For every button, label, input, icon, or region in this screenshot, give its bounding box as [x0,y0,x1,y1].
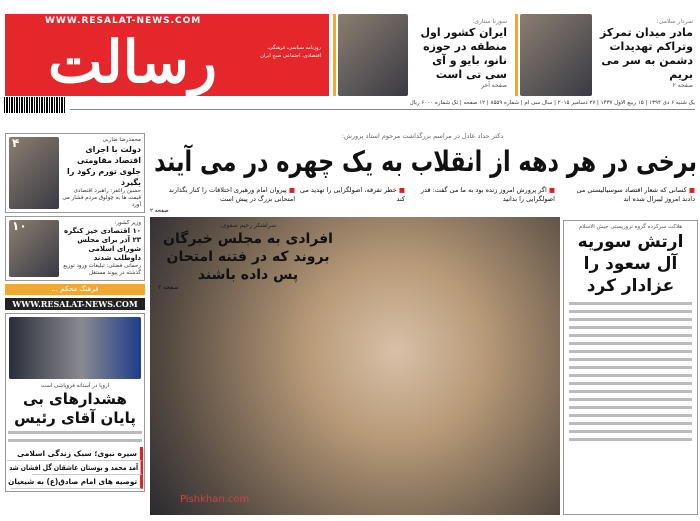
sub: رحمانی فضلی: تبلیغات ورود توزیع گذشته در پیوند مستقل [63,263,141,276]
top-story-photo [338,14,408,96]
main-headline[interactable]: برخی در هر دهه از انقلاب به یک چهره در می آیند [154,145,697,178]
kicker: سورنا ستاری: [472,18,507,25]
main-sub: ■ خطر تفرقه، اصولگرایی را تهدید می کند [300,186,405,204]
main-sub: ■ اگر پرورش امروز زنده بود به ما می گفت: قدر اصولگرایی را بدانید [415,186,555,204]
kicker: محمدرضا ضاربی [102,137,141,143]
dateline: یک شنبه ۶ دی ۱۳۹۴ | ۱۵ ربیع الاول ۱۴۳۷ | ۲۷ دسامبر ۲۰۱۵ | سال سی ام | شماره ۸۵۵۹ | ۱۲ صفحه | تک شماره ۶۰۰۰ ریال [70,99,695,110]
masthead-url: WWW.RESALAT-NEWS.COM [45,16,202,26]
headline: ۱۰ اقتصادی خیز کنگره ۲۳ آذر برای مجلس شورای اسلامی داوطلب شدند [64,227,141,262]
url-band[interactable]: WWW.RESALAT-NEWS.COM [5,298,145,310]
top-story-1[interactable] [515,14,697,96]
top-story-photo [520,14,592,96]
main-page-ref: صفحه ۲ [150,208,169,214]
main-sub: ■ کسانی که شعار اقتصاد سوسیالیستی می دادند امروز لیبرال شده اند [565,186,695,204]
masthead-description: روزنامه سیاسی، فرهنگی، اقتصادی، اجتماعی صبح ایران [260,45,321,59]
page-number: ۴ [12,136,20,150]
right-story[interactable] [563,220,698,515]
sub: حسین راغفر: راهبرد اقتصادی قیمت ها به چولوق مردم فشار می آورد [62,188,141,208]
link-item[interactable]: سیره نبوی؛ سبک زندگی اسلامی [7,447,143,461]
kicker: سرلشکر رحیم صفوی: [219,222,277,229]
left-box-2[interactable] [5,216,145,281]
headline: هشدارهای بی پایان آقای رئیس [14,390,136,427]
headline: مادر میدان تمرکز وتراکم تهدیدات دشمن به سر می بریم [600,26,693,81]
kicker: هلاکت سرکرده گروه تروریستی جیش الاسلام [578,224,683,230]
kicker: وزیر کشور: [114,220,141,226]
main-sub: ■ پیروان امام ورهبری اختلافات را کنار بگذارند امتحانی بزرگ در پیش است [155,186,295,204]
page-ref: صفحه آخر [481,82,507,89]
masthead-logo [5,14,329,96]
promo-band: فرهنگ محکم ... [5,284,145,295]
barcode [4,97,66,113]
headline: ارتش سوریه آل سعود را عزادار کرد [577,232,684,296]
watermark: Pishkhan.com [180,494,250,505]
headline: افرادی به مجلس خبرگان بروند که در فتنه امتحان پس داده باشند [163,231,333,283]
main-photo-story[interactable] [150,217,560,515]
left-story[interactable] [5,313,145,492]
headline: دولت با اجرای اقتصاد مقاومتی جلوی تورم رکود را بگیرد [67,145,141,187]
left-column [5,133,145,492]
left-box-1[interactable] [5,133,145,213]
main-kicker: دکتر حداد عادل در مراسم بزرگداشت مرحوم استاد پرورش: [341,132,504,140]
left-story-photo [9,317,141,379]
kicker: اروپا در آستانه فروپاشی است [40,383,110,389]
headline: ایران کشور اول منطقه در حوزه نانو، بایو و آی سی تی است [420,26,507,81]
top-story-2[interactable] [333,14,511,96]
link-item[interactable]: آمد محمد و بوستان عاشقان گل افشان شد [32,461,143,475]
page-ref: صفحه ۲ [158,284,179,291]
page-number: ۱۰ [12,219,27,233]
masthead-name: رسالت [48,28,217,96]
kicker: سردار سلامی: [656,18,693,25]
link-item[interactable]: توصیه های امام صادق(ع) به شیعیان [11,475,143,489]
page-ref: صفحه ۲ [672,82,693,89]
